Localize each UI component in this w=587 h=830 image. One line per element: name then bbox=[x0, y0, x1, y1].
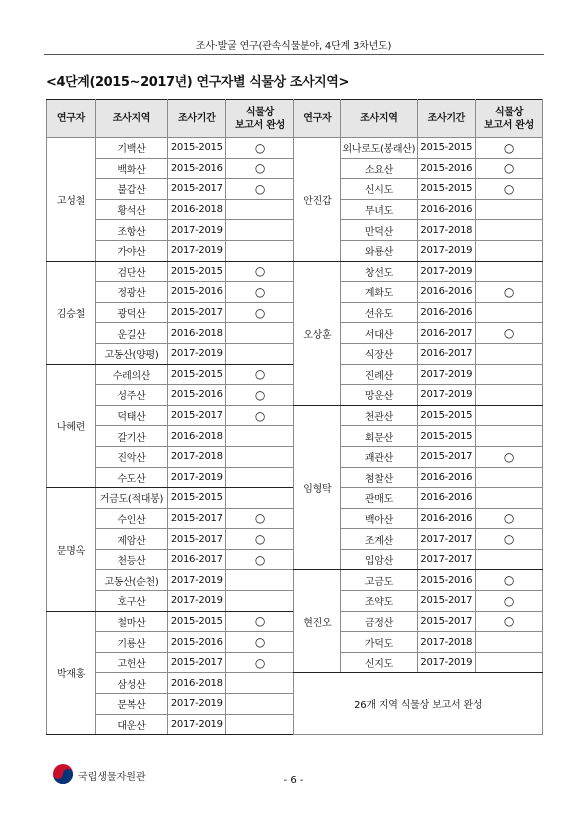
report-status-cell bbox=[476, 632, 543, 653]
region-cell: 금정산 bbox=[341, 611, 417, 632]
period-cell: 2017-2019 bbox=[168, 694, 226, 715]
region-cell: 선유도 bbox=[341, 302, 417, 323]
report-status-cell: ○ bbox=[226, 529, 294, 550]
region-cell: 식장산 bbox=[341, 343, 417, 364]
header-report bbox=[226, 100, 294, 138]
period-cell: 2017-2019 bbox=[417, 240, 475, 261]
period-cell: 2015-2017 bbox=[168, 508, 226, 529]
period-cell: 2015-2015 bbox=[168, 261, 226, 282]
period-cell: 2015-2017 bbox=[417, 611, 475, 632]
report-status-cell bbox=[226, 570, 294, 591]
report-status-cell bbox=[476, 240, 543, 261]
report-status-cell bbox=[476, 261, 543, 282]
region-cell: 철마산 bbox=[95, 611, 167, 632]
region-cell: 거금도(적대봉) bbox=[95, 488, 167, 509]
researcher-cell: 안진갑 bbox=[294, 138, 341, 262]
region-cell: 신지도 bbox=[341, 652, 417, 673]
period-cell: 2015-2017 bbox=[168, 405, 226, 426]
report-status-cell: ○ bbox=[476, 529, 543, 550]
report-status-cell: ○ bbox=[226, 385, 294, 406]
report-status-cell: ○ bbox=[476, 446, 543, 467]
report-status-cell: ○ bbox=[476, 138, 543, 159]
period-cell: 2015-2016 bbox=[168, 282, 226, 303]
region-cell: 기백산 bbox=[95, 138, 167, 159]
region-cell: 망운산 bbox=[341, 385, 417, 406]
period-cell: 2017-2018 bbox=[168, 446, 226, 467]
header-divider bbox=[44, 54, 544, 55]
report-status-cell bbox=[226, 323, 294, 344]
header-report-line1: 식물상 bbox=[245, 106, 274, 118]
researcher-cell: 문명옥 bbox=[47, 488, 96, 612]
header-region: 조사지역 bbox=[95, 100, 167, 138]
period-cell: 2015-2015 bbox=[417, 426, 475, 447]
report-status-cell: ○ bbox=[226, 632, 294, 653]
period-cell: 2016-2018 bbox=[168, 323, 226, 344]
period-cell: 2017-2019 bbox=[417, 652, 475, 673]
region-cell: 운길산 bbox=[95, 323, 167, 344]
report-status-cell bbox=[476, 549, 543, 570]
region-cell: 갈기산 bbox=[95, 426, 167, 447]
region-cell: 문복산 bbox=[95, 694, 167, 715]
report-status-cell: ○ bbox=[476, 179, 543, 200]
period-cell: 2015-2017 bbox=[168, 652, 226, 673]
period-cell: 2017-2017 bbox=[417, 549, 475, 570]
report-status-cell: ○ bbox=[226, 364, 294, 385]
period-cell: 2016-2017 bbox=[417, 343, 475, 364]
region-cell: 불갑산 bbox=[95, 179, 167, 200]
period-cell: 2015-2015 bbox=[168, 138, 226, 159]
region-cell: 천등산 bbox=[95, 549, 167, 570]
report-status-cell bbox=[226, 220, 294, 241]
table-row bbox=[47, 261, 543, 282]
region-cell: 호구산 bbox=[95, 591, 167, 612]
region-cell: 외나로도(봉래산) bbox=[341, 138, 417, 159]
region-cell: 성주산 bbox=[95, 385, 167, 406]
period-cell: 2016-2016 bbox=[417, 199, 475, 220]
region-cell: 황석산 bbox=[95, 199, 167, 220]
report-status-cell bbox=[226, 467, 294, 488]
region-cell: 만덕산 bbox=[341, 220, 417, 241]
report-status-cell: ○ bbox=[476, 282, 543, 303]
page-number: - 6 - bbox=[283, 775, 304, 786]
researcher-cell: 현진오 bbox=[294, 570, 341, 673]
region-cell: 백화산 bbox=[95, 158, 167, 179]
period-cell: 2017-2019 bbox=[168, 240, 226, 261]
region-cell: 조항산 bbox=[95, 220, 167, 241]
period-cell: 2015-2016 bbox=[417, 158, 475, 179]
region-cell: 가야산 bbox=[95, 240, 167, 261]
report-status-cell: ○ bbox=[226, 302, 294, 323]
region-cell: 광덕산 bbox=[95, 302, 167, 323]
period-cell: 2015-2017 bbox=[417, 591, 475, 612]
region-cell: 정광산 bbox=[95, 282, 167, 303]
header-researcher: 연구자 bbox=[47, 100, 96, 138]
period-cell: 2017-2018 bbox=[417, 220, 475, 241]
region-cell: 조계산 bbox=[341, 529, 417, 550]
report-status-cell bbox=[476, 343, 543, 364]
period-cell: 2017-2019 bbox=[417, 261, 475, 282]
running-header: 조사·발굴 연구(관속식물분야, 4단계 3차년도) bbox=[195, 41, 392, 52]
period-cell: 2017-2019 bbox=[417, 385, 475, 406]
region-cell: 제암산 bbox=[95, 529, 167, 550]
report-status-cell bbox=[226, 240, 294, 261]
report-status-cell bbox=[476, 302, 543, 323]
period-cell: 2015-2015 bbox=[168, 611, 226, 632]
region-cell: 고동산(양평) bbox=[95, 343, 167, 364]
period-cell: 2016-2016 bbox=[417, 302, 475, 323]
report-status-cell bbox=[226, 694, 294, 715]
period-cell: 2017-2019 bbox=[168, 591, 226, 612]
researcher-cell: 박재홍 bbox=[47, 611, 96, 735]
period-cell: 2015-2015 bbox=[417, 138, 475, 159]
header-report-line2: 보고서 완성 bbox=[234, 119, 285, 131]
period-cell: 2017-2017 bbox=[417, 529, 475, 550]
region-cell: 백아산 bbox=[341, 508, 417, 529]
period-cell: 2015-2017 bbox=[168, 179, 226, 200]
report-status-cell bbox=[226, 714, 294, 735]
region-cell: 와룡산 bbox=[341, 240, 417, 261]
report-status-cell bbox=[226, 426, 294, 447]
region-cell: 수인산 bbox=[95, 508, 167, 529]
header-region-right: 조사지역 bbox=[341, 100, 417, 138]
report-status-cell: ○ bbox=[226, 282, 294, 303]
report-status-cell bbox=[226, 591, 294, 612]
region-cell: 가덕도 bbox=[341, 632, 417, 653]
summary-note: 26개 지역 식물상 보고서 완성 bbox=[294, 673, 543, 735]
table-row bbox=[47, 673, 543, 694]
region-cell: 진례산 bbox=[341, 364, 417, 385]
report-status-cell: ○ bbox=[226, 179, 294, 200]
region-cell: 삼성산 bbox=[95, 673, 167, 694]
survey-table bbox=[46, 99, 543, 735]
period-cell: 2016-2018 bbox=[168, 673, 226, 694]
report-status-cell: ○ bbox=[476, 508, 543, 529]
period-cell: 2016-2016 bbox=[417, 508, 475, 529]
report-status-cell bbox=[226, 673, 294, 694]
period-cell: 2016-2017 bbox=[168, 549, 226, 570]
table-row bbox=[47, 405, 543, 426]
region-cell: 조약도 bbox=[341, 591, 417, 612]
report-status-cell: ○ bbox=[226, 508, 294, 529]
report-status-cell: ○ bbox=[226, 158, 294, 179]
period-cell: 2016-2018 bbox=[168, 426, 226, 447]
report-status-cell bbox=[476, 426, 543, 447]
region-cell: 기룡산 bbox=[95, 632, 167, 653]
region-cell: 대운산 bbox=[95, 714, 167, 735]
report-status-cell bbox=[476, 467, 543, 488]
period-cell: 2015-2017 bbox=[168, 302, 226, 323]
report-status-cell bbox=[226, 488, 294, 509]
report-status-cell bbox=[226, 343, 294, 364]
header-report-right bbox=[476, 100, 543, 138]
researcher-cell: 오상훈 bbox=[294, 261, 341, 405]
header-researcher-right: 연구자 bbox=[294, 100, 341, 138]
table-row bbox=[47, 138, 543, 159]
researcher-cell: 나혜련 bbox=[47, 364, 96, 488]
period-cell: 2015-2016 bbox=[168, 158, 226, 179]
report-status-cell: ○ bbox=[476, 611, 543, 632]
period-cell: 2016-2016 bbox=[417, 467, 475, 488]
region-cell: 수레의산 bbox=[95, 364, 167, 385]
region-cell: 관매도 bbox=[341, 488, 417, 509]
period-cell: 2017-2019 bbox=[168, 570, 226, 591]
section-title: <4단계(2015~2017년) 연구자별 식물상 조사지역> bbox=[46, 75, 349, 90]
period-cell: 2015-2016 bbox=[168, 385, 226, 406]
header-report-line2: 보고서 완성 bbox=[484, 119, 534, 131]
period-cell: 2017-2019 bbox=[168, 343, 226, 364]
region-cell: 괘관산 bbox=[341, 446, 417, 467]
report-status-cell bbox=[476, 220, 543, 241]
period-cell: 2016-2016 bbox=[417, 488, 475, 509]
region-cell: 창선도 bbox=[341, 261, 417, 282]
researcher-cell: 김승철 bbox=[47, 261, 96, 364]
region-cell: 진악산 bbox=[95, 446, 167, 467]
report-status-cell bbox=[476, 199, 543, 220]
report-status-cell: ○ bbox=[226, 405, 294, 426]
period-cell: 2015-2016 bbox=[417, 570, 475, 591]
report-status-cell: ○ bbox=[476, 570, 543, 591]
report-status-cell bbox=[476, 385, 543, 406]
period-cell: 2015-2017 bbox=[417, 446, 475, 467]
header-period: 조사기간 bbox=[168, 100, 226, 138]
table-row bbox=[47, 570, 543, 591]
period-cell: 2017-2018 bbox=[417, 632, 475, 653]
region-cell: 검단산 bbox=[95, 261, 167, 282]
report-status-cell: ○ bbox=[226, 261, 294, 282]
report-status-cell: ○ bbox=[226, 611, 294, 632]
period-cell: 2016-2017 bbox=[417, 323, 475, 344]
period-cell: 2016-2016 bbox=[417, 282, 475, 303]
report-status-cell bbox=[226, 199, 294, 220]
region-cell: 서대산 bbox=[341, 323, 417, 344]
report-status-cell: ○ bbox=[476, 591, 543, 612]
region-cell: 신시도 bbox=[341, 179, 417, 200]
table-body bbox=[47, 138, 543, 735]
region-cell: 무녀도 bbox=[341, 199, 417, 220]
header-report-line1: 식물상 bbox=[494, 106, 524, 118]
period-cell: 2016-2018 bbox=[168, 199, 226, 220]
report-status-cell: ○ bbox=[226, 138, 294, 159]
report-status-cell bbox=[476, 364, 543, 385]
region-cell: 덕태산 bbox=[95, 405, 167, 426]
period-cell: 2015-2017 bbox=[168, 529, 226, 550]
region-cell: 입암산 bbox=[341, 549, 417, 570]
header-period-right: 조사기간 bbox=[417, 100, 475, 138]
region-cell: 첨찰산 bbox=[341, 467, 417, 488]
report-status-cell bbox=[226, 446, 294, 467]
period-cell: 2017-2019 bbox=[417, 364, 475, 385]
report-status-cell bbox=[476, 405, 543, 426]
report-status-cell bbox=[476, 488, 543, 509]
region-cell: 소요산 bbox=[341, 158, 417, 179]
region-cell: 고헌산 bbox=[95, 652, 167, 673]
period-cell: 2015-2016 bbox=[168, 632, 226, 653]
region-cell: 천관산 bbox=[341, 405, 417, 426]
period-cell: 2017-2019 bbox=[168, 467, 226, 488]
report-status-cell bbox=[476, 652, 543, 673]
period-cell: 2015-2015 bbox=[417, 405, 475, 426]
region-cell: 고금도 bbox=[341, 570, 417, 591]
period-cell: 2017-2019 bbox=[168, 714, 226, 735]
table-header-row bbox=[47, 100, 543, 138]
region-cell: 수도산 bbox=[95, 467, 167, 488]
period-cell: 2015-2015 bbox=[168, 488, 226, 509]
report-status-cell: ○ bbox=[226, 652, 294, 673]
footer-organization: 국립생물자원관 bbox=[78, 772, 146, 783]
researcher-cell: 임형탁 bbox=[294, 405, 341, 570]
report-status-cell: ○ bbox=[476, 323, 543, 344]
region-cell: 회문산 bbox=[341, 426, 417, 447]
period-cell: 2015-2015 bbox=[168, 364, 226, 385]
period-cell: 2017-2019 bbox=[168, 220, 226, 241]
report-status-cell: ○ bbox=[476, 158, 543, 179]
period-cell: 2015-2015 bbox=[417, 179, 475, 200]
region-cell: 고동산(순천) bbox=[95, 570, 167, 591]
report-status-cell: ○ bbox=[226, 549, 294, 570]
researcher-cell: 고성철 bbox=[47, 138, 96, 262]
region-cell: 계화도 bbox=[341, 282, 417, 303]
